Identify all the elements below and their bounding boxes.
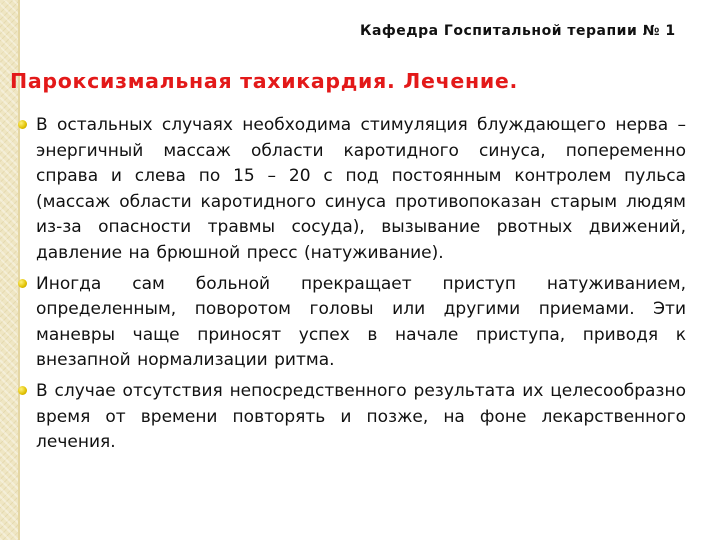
bullet-list [18,113,686,461]
bullet-text: В остальных случаях необходима стимуляция блуждающего нерва – энергичный массаж области каротидного синуса, попеременно справа и слева по 15 – 20 с под постоянным контролем пульса (массаж области каротидного синуса противопоказан старым людям из-за опасности травмы сосуда), вызывание рвотных движений, давление на брюшной пресс (натуживание). [36,115,686,263]
list-item [18,272,686,374]
bullet-text: Иногда сам больной прекращает приступ натуживанием, определенным, поворотом головы или другими приемами. Эти маневры чаще приносят успех в начале приступа, приводя к внезапной нормализации ритма. [36,273,686,371]
list-item [18,379,686,456]
slide-title: Пароксизмальная тахикардия. Лечение. [10,69,519,93]
bullet-text: В случае отсутствия непосредственного результата их целесообразно время от времени повторять и позже, на фоне лекарственного лечения. [36,380,686,453]
department-label: Кафедра Госпитальной терапии № 1 [360,23,676,39]
list-item [18,113,686,267]
bullet-dot-icon [18,386,27,395]
bullet-dot-icon [18,120,27,129]
bullet-dot-icon [18,279,27,288]
